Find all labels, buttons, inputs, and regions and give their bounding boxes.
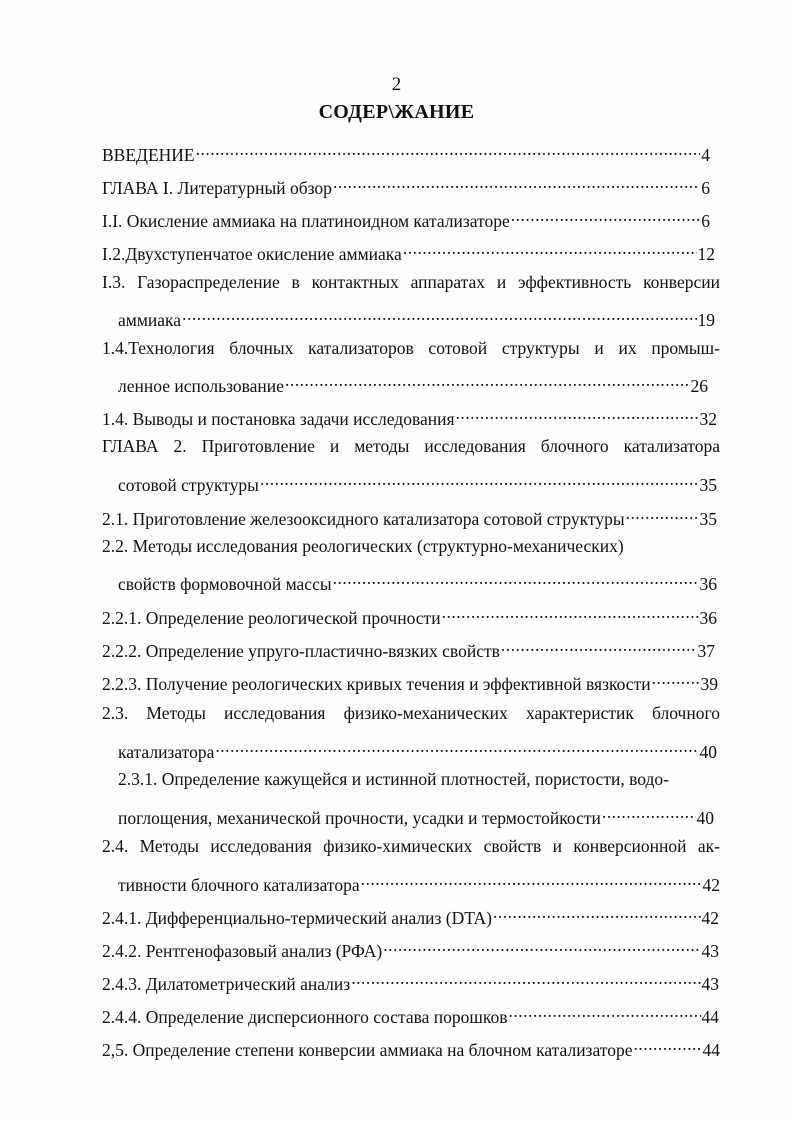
toc-entry-first-line: 1.4.Технология блочных катализаторов сотовой структуры и их промыш- [102, 338, 720, 358]
toc-entry-title: 2.4.3. Дилатометрический анализ [102, 974, 351, 994]
toc-entry-title: 2.2.1. Определение реологической прочности [102, 608, 441, 628]
toc-entry-title: тивности блочного катализатора [118, 875, 360, 895]
toc-entry-title: 2.4.1. Дифференциально-термический анализ (DTA) [102, 908, 492, 928]
toc-entry [102, 933, 719, 961]
toc-entry [102, 203, 710, 231]
toc-entry [118, 867, 720, 895]
toc-entry [118, 734, 717, 762]
toc-entry [118, 800, 714, 828]
toc-entry-page: 12 [697, 244, 715, 264]
toc-entry [118, 302, 715, 330]
toc-entry-first-line: 2.3.1. Определение кажущейся и истинной плотностей, пористости, водо- [118, 769, 669, 789]
toc-entry-title: аммиака [118, 310, 182, 330]
toc-entry-page: 44 [702, 1040, 720, 1060]
toc-entry-page: 43 [701, 974, 719, 994]
toc-entry-first-line: 2.2. Методы исследования реологических (структурно-механических) [102, 536, 624, 556]
toc-entry-title: ГЛАВА I. Литературный обзор [102, 178, 332, 198]
toc-entry [102, 999, 719, 1027]
toc-entry [118, 566, 717, 594]
toc-entry-page: 26 [690, 376, 708, 396]
toc-entry-first-line: ГЛАВА 2. Приготовление и методы исследования блочного катализатора [102, 436, 720, 456]
toc-entry [102, 600, 717, 628]
toc-entry [118, 467, 717, 495]
toc-entry [102, 137, 710, 165]
toc-entry-title: сотовой структуры [118, 475, 259, 495]
toc-entry-page: 19 [697, 310, 715, 330]
toc-entry-title: 2.2.2. Определение упруго-пластично-вязких свойств [102, 641, 500, 661]
toc-entry [102, 236, 715, 264]
toc-entry-first-line: 2.4. Методы исследования физико-химических свойств и конверсионной ак- [102, 836, 720, 856]
toc-entry-title: ВВЕДЕНИЕ [102, 145, 195, 165]
toc-entry-title: 2,5. Определение степени конверсии аммиака на блочном катализаторе [102, 1040, 633, 1060]
toc-entry-page: 37 [697, 641, 715, 661]
toc-entry [118, 368, 708, 396]
toc-entry-page: 40 [696, 808, 714, 828]
toc-entry-title: 2.4.2. Рентгенофазовый анализ (РФА) [102, 941, 383, 961]
toc-entry [102, 633, 715, 661]
toc-entry-page: 32 [699, 409, 717, 429]
toc-entry-page: 40 [699, 742, 717, 762]
page-title: СОДЕР\ЖАНИЕ [318, 101, 475, 123]
toc-entry-page: 6 [701, 211, 710, 231]
toc-entry-page: 6 [701, 178, 710, 198]
toc-entry-title: свойств формовочной массы [118, 574, 332, 594]
toc-entry-page: 42 [702, 875, 720, 895]
toc-entry-first-line: I.3. Газораспределение в контактных аппаратах и эффективность конверсии [102, 272, 720, 292]
toc-entry [102, 401, 717, 429]
toc-entry-first-line: 2.3. Методы исследования физико-механических характеристик блочного [102, 703, 720, 723]
toc-entry-page: 43 [701, 941, 719, 961]
toc-entry-title: катализатора [118, 742, 215, 762]
toc-entry-page: 42 [701, 908, 719, 928]
toc-entry [102, 966, 719, 994]
toc-entry-page: 39 [700, 674, 718, 694]
toc-entry [102, 501, 717, 529]
toc-entry [102, 1032, 720, 1060]
page-number: 2 [391, 74, 402, 95]
toc-entry [102, 170, 710, 198]
toc-entry-title: ленное использование [118, 376, 284, 396]
toc-entry-title: поглощения, механической прочности, усадки и термостойкости [118, 808, 601, 828]
toc-entry [102, 900, 719, 928]
toc-entry-title: I.2.Двухступенчатое окисление аммиака [102, 244, 402, 264]
toc-entry-page: 4 [701, 145, 710, 165]
toc-entry-page: 36 [699, 574, 717, 594]
toc-entry-title: 2.4.4. Определение дисперсионного состава порошков [102, 1007, 508, 1027]
toc-entry-page: 35 [699, 509, 717, 529]
toc-entry-title: 1.4. Выводы и постановка задачи исследования [102, 409, 455, 429]
toc-entry-page: 36 [699, 608, 717, 628]
toc-entry-title: I.I. Окисление аммиака на платиноидном катализаторе [102, 211, 510, 231]
toc-entry-title: 2.1. Приготовление железооксидного катализатора сотовой структуры [102, 509, 625, 529]
toc-entry [102, 666, 718, 694]
toc-entry-page: 35 [699, 475, 717, 495]
toc-entry-title: 2.2.3. Получение реологических кривых течения и эффективной вязкости [102, 674, 651, 694]
toc-entry-page: 44 [701, 1007, 719, 1027]
